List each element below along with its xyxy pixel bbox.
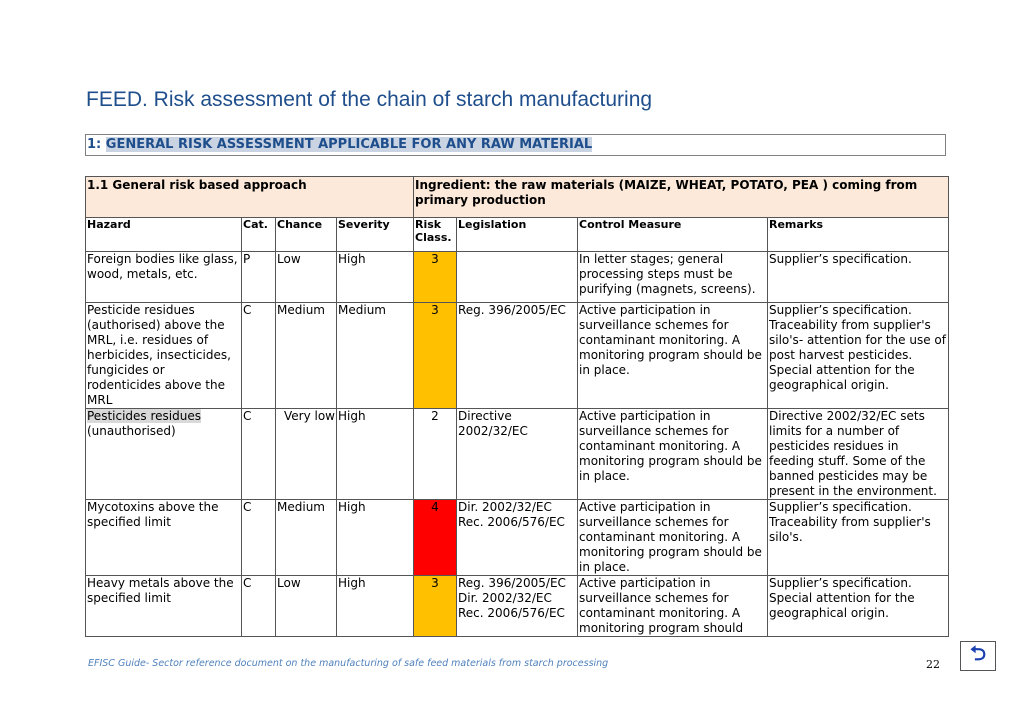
col-hazard: Hazard <box>86 218 242 252</box>
remarks-cell: Supplier’s specification. Traceability from supplier's silo's- attention for the use of post harvest pesticides. Special attention for the geographical origin. <box>768 303 949 409</box>
hazard-subtext: (unauthorised) <box>87 424 176 438</box>
section-number: 1: <box>87 137 106 152</box>
col-risk-line2: Class. <box>415 231 452 244</box>
table-row <box>86 500 949 576</box>
risk-class-cell: 2 <box>414 409 457 500</box>
risk-class-cell: 3 <box>414 576 457 637</box>
legislation-line: Reg. 396/2005/EC <box>458 576 566 590</box>
section-heading-box <box>85 134 946 156</box>
col-legislation: Legislation <box>457 218 578 252</box>
table-row <box>86 252 949 303</box>
page-number: 22 <box>926 658 940 671</box>
remarks-cell: Supplier’s specification. Traceability from supplier's silo's. <box>768 500 949 576</box>
chance-cell: Medium <box>276 303 337 409</box>
chance-cell: Medium <box>276 500 337 576</box>
cat-cell: C <box>242 576 276 637</box>
legislation-line: Dir. 2002/32/EC <box>458 500 552 514</box>
hazard-cell <box>86 409 242 500</box>
legislation-cell <box>457 252 578 303</box>
control-cell: Active participation in surveillance schemes for contaminant monitoring. A monitoring program should <box>578 576 768 637</box>
hazard-cell: Heavy metals above the specified limit <box>86 576 242 637</box>
risk-class-cell: 4 <box>414 500 457 576</box>
col-severity: Severity <box>337 218 414 252</box>
footer-text: EFISC Guide- Sector reference document on the manufacturing of safe feed materials from starch processing <box>88 658 609 669</box>
hazard-cell: Foreign bodies like glass, wood, metals, etc. <box>86 252 242 303</box>
table-row <box>86 303 949 409</box>
table-header-row-1 <box>86 177 949 218</box>
severity-cell: High <box>337 576 414 637</box>
severity-cell: Medium <box>337 303 414 409</box>
legislation-cell <box>457 576 578 637</box>
section-heading: GENERAL RISK ASSESSMENT APPLICABLE FOR ANY RAW MATERIAL <box>105 137 593 152</box>
legislation-line: Rec. 2006/576/EC <box>458 606 565 620</box>
col-remarks: Remarks <box>768 218 949 252</box>
severity-cell: High <box>337 252 414 303</box>
cat-cell: P <box>242 252 276 303</box>
legislation-cell: Reg. 396/2005/EC <box>457 303 578 409</box>
return-arrow-icon: ⮌ <box>969 641 987 665</box>
remarks-cell: Supplier’s specification. <box>768 252 949 303</box>
control-cell: In letter stages; general processing steps must be purifying (magnets, screens). <box>578 252 768 303</box>
cat-cell: C <box>242 409 276 500</box>
approach-header: 1.1 General risk based approach <box>86 177 414 218</box>
hazard-cell: Pesticide residues (authorised) above the MRL, i.e. residues of herbicides, insecticides, fungicides or rodenticides above the MRL <box>86 303 242 409</box>
cat-cell: C <box>242 303 276 409</box>
control-cell: Active participation in surveillance schemes for contaminant monitoring. A monitoring program should be in place. <box>578 409 768 500</box>
column-header-row <box>86 218 949 252</box>
legislation-line: Rec. 2006/576/EC <box>458 515 565 529</box>
col-risk-class <box>414 218 457 252</box>
legislation-line: Dir. 2002/32/EC <box>458 591 552 605</box>
chance-cell: Low <box>276 576 337 637</box>
col-cat: Cat. <box>242 218 276 252</box>
cat-cell: C <box>242 500 276 576</box>
hazard-cell: Mycotoxins above the specified limit <box>86 500 242 576</box>
table-row <box>86 576 949 637</box>
back-button[interactable] <box>960 641 996 671</box>
remarks-cell: Supplier’s specification. Special attention for the geographical origin. <box>768 576 949 637</box>
col-chance: Chance <box>276 218 337 252</box>
risk-assessment-table <box>85 176 949 637</box>
ingredient-header: Ingredient: the raw materials (MAIZE, WHEAT, POTATO, PEA ) coming from primary production <box>414 177 949 218</box>
severity-cell: High <box>337 409 414 500</box>
chance-cell: Very low <box>276 409 337 500</box>
chance-cell: Low <box>276 252 337 303</box>
remarks-cell: Directive 2002/32/EC sets limits for a number of pesticides residues in feeding stuff. Some of the banned pesticides may be present in the environment. <box>768 409 949 500</box>
legislation-cell: Directive 2002/32/EC <box>457 409 578 500</box>
col-control-measure: Control Measure <box>578 218 768 252</box>
legislation-cell <box>457 500 578 576</box>
page-title: FEED. Risk assessment of the chain of starch manufacturing <box>86 88 653 111</box>
severity-cell: High <box>337 500 414 576</box>
table-row <box>86 409 949 500</box>
control-cell: Active participation in surveillance schemes for contaminant monitoring. A monitoring program should be in place. <box>578 500 768 576</box>
hazard-highlight: Pesticides residues <box>87 409 201 423</box>
risk-class-cell: 3 <box>414 303 457 409</box>
risk-class-cell: 3 <box>414 252 457 303</box>
col-risk-line1: Risk <box>415 218 442 231</box>
control-cell: Active participation in surveillance schemes for contaminant monitoring. A monitoring program should be in place. <box>578 303 768 409</box>
